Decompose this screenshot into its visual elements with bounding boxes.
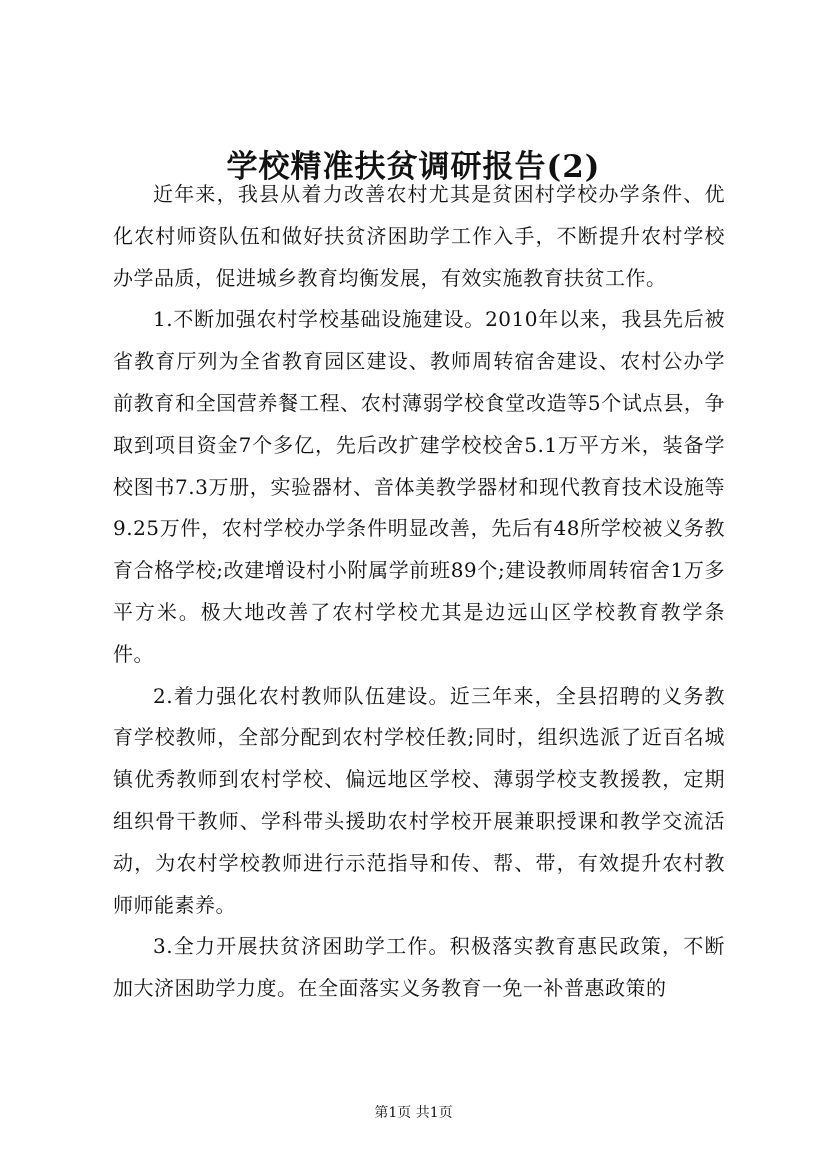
document-body bbox=[113, 174, 725, 1010]
paragraph-infrastructure: 1.不断加强农村学校基础设施建设。2010年以来，我县先后被省教育厅列为全省教育园区建设、教师周转宿舍建设、农村公办学前教育和全国营养餐工程、农村薄弱学校食堂改造等5个试点县，争取到项目资金7个多亿，先后改扩建学校校舍5.1万平方米，装备学校图书7.3万册，实验器材、音体美教学器材和现代教育技术设施等9.25万件，农村学校办学条件明显改善，先后有48所学校被义务教育合格学校;改建增设村小附属学前班89个;建设教师周转宿舍1万多平方米。极大地改善了农村学校尤其是边远山区学校教育教学条件。 bbox=[113, 307, 725, 666]
document-title: 学校精准扶贫调研报告(2) bbox=[226, 149, 601, 185]
paragraph-teachers: 2.着力强化农村教师队伍建设。近三年来，全县招聘的义务教育学校教师，全部分配到农村学校任教;同时，组织选派了近百名城镇优秀教师到农村学校、偏远地区学校、薄弱学校支教援教，定期组织骨干教师、学科带头援助农村学校开展兼职授课和教学交流活动，为农村学校教师进行示范指导和传、帮、带，有效提升农村教师师能素养。 bbox=[113, 683, 725, 917]
page-footer: 第1页 共1页 bbox=[374, 1105, 453, 1121]
paragraph-intro: 近年来，我县从着力改善农村尤其是贫困村学校办学条件、优化农村师资队伍和做好扶贫济困助学工作入手，不断提升农村学校办学品质，促进城乡教育均衡发展，有效实施教育扶贫工作。 bbox=[113, 182, 725, 290]
paragraph-poverty-aid: 3.全力开展扶贫济困助学工作。积极落实教育惠民政策，不断加大济困助学力度。在全面落实义务教育一免一补普惠政策的 bbox=[113, 934, 725, 1001]
